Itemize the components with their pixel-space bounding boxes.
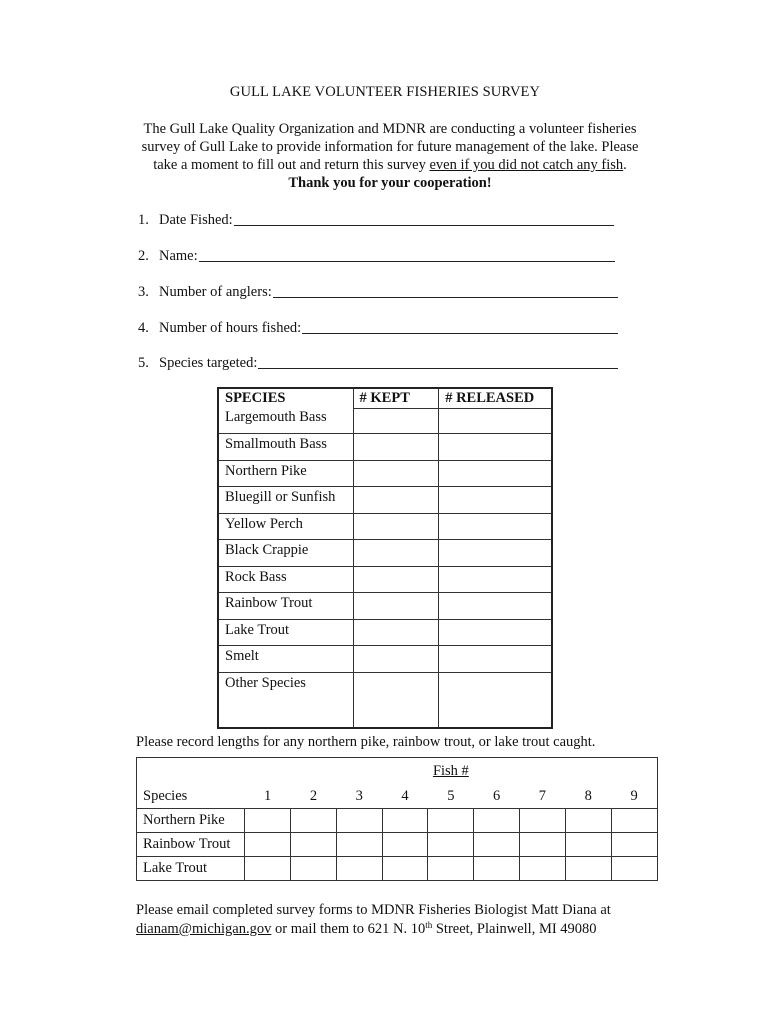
intro-emphasis: even if you did not catch any fish (429, 157, 624, 173)
fish-number: 2 (291, 784, 337, 809)
kept-cell[interactable] (353, 513, 439, 540)
fish-number: 4 (382, 784, 428, 809)
released-cell[interactable] (439, 672, 552, 728)
fish-species-name: Lake Trout (137, 857, 245, 881)
released-cell[interactable] (439, 434, 552, 461)
length-cell[interactable] (565, 833, 611, 857)
species-name: Bluegill or Sunfish (218, 487, 353, 514)
fish-number: 5 (428, 784, 474, 809)
length-cell[interactable] (428, 833, 474, 857)
kept-cell[interactable] (353, 672, 439, 728)
kept-cell[interactable] (353, 619, 439, 646)
fish-species-name: Northern Pike (137, 809, 245, 833)
empty-header-cell (137, 758, 245, 785)
species-name: Smelt (218, 646, 353, 673)
species-name: Lake Trout (218, 619, 353, 646)
ordinal-suffix: th (425, 920, 433, 930)
name-field[interactable] (199, 247, 615, 262)
question-number: 3. (138, 284, 149, 300)
question-number: 4. (138, 320, 149, 336)
question-number: 2. (138, 248, 149, 264)
question-label: Species targeted: (159, 355, 258, 371)
table-row (218, 646, 552, 673)
length-cell[interactable] (245, 857, 291, 881)
question-number: 1. (138, 212, 149, 228)
table-row (218, 540, 552, 567)
species-name: Northern Pike (218, 460, 353, 487)
fish-number: 9 (611, 784, 657, 809)
submission-line-2 (136, 920, 656, 939)
kept-cell[interactable] (353, 646, 439, 673)
survey-title: GULL LAKE VOLUNTEER FISHERIES SURVEY (229, 84, 541, 100)
kept-header: # KEPT (353, 388, 439, 409)
length-cell[interactable] (611, 809, 657, 833)
kept-cell[interactable] (353, 434, 439, 461)
hours-fished-field[interactable] (302, 319, 618, 334)
length-cell[interactable] (520, 833, 566, 857)
fish-number: 1 (245, 784, 291, 809)
table-row (218, 513, 552, 540)
question-species-targeted (138, 352, 618, 372)
length-cell[interactable] (382, 857, 428, 881)
length-cell[interactable] (611, 833, 657, 857)
length-cell[interactable] (336, 833, 382, 857)
species-name: Yellow Perch (218, 513, 353, 540)
fish-number: 7 (520, 784, 566, 809)
kept-cell[interactable] (353, 460, 439, 487)
released-cell[interactable] (439, 513, 552, 540)
question-hours (138, 317, 618, 337)
kept-cell[interactable] (353, 593, 439, 620)
length-cell[interactable] (565, 857, 611, 881)
length-cell[interactable] (291, 833, 337, 857)
fish-number: 3 (336, 784, 382, 809)
fish-length-table (136, 757, 658, 881)
species-name: Smallmouth Bass (218, 434, 353, 461)
released-header: # RELEASED (439, 388, 552, 409)
question-number: 5. (138, 355, 149, 371)
species-name: Rock Bass (218, 566, 353, 593)
species-header: SPECIES (218, 388, 353, 409)
fish-table-group-header (137, 758, 658, 785)
species-name: Other Species (218, 672, 353, 728)
kept-cell[interactable] (353, 566, 439, 593)
table-row (137, 833, 658, 857)
released-cell[interactable] (439, 487, 552, 514)
released-cell[interactable] (439, 409, 552, 434)
kept-cell[interactable] (353, 487, 439, 514)
intro-line-1: The Gull Lake Quality Organization and MDNR are conducting a volunteer fisheries (143, 121, 637, 137)
table-row (218, 619, 552, 646)
fish-number: 6 (474, 784, 520, 809)
length-instructions: Please record lengths for any northern pike, rainbow trout, or lake trout caught. (136, 734, 596, 750)
fish-number: 8 (565, 784, 611, 809)
length-cell[interactable] (291, 857, 337, 881)
kept-cell[interactable] (353, 409, 439, 434)
length-cell[interactable] (291, 809, 337, 833)
question-name (138, 245, 618, 265)
question-anglers (138, 281, 618, 301)
submission-line-1: Please email completed survey forms to MDNR Fisheries Biologist Matt Diana at (136, 902, 611, 918)
species-name: Largemouth Bass (218, 409, 353, 434)
length-cell[interactable] (336, 809, 382, 833)
fish-number-label: Fish # (432, 762, 469, 779)
mail-address-end: Street, Plainwell, MI 49080 (432, 921, 597, 937)
species-name: Black Crappie (218, 540, 353, 567)
released-cell[interactable] (439, 566, 552, 593)
species-name: Rainbow Trout (218, 593, 353, 620)
species-targeted-field[interactable] (258, 354, 618, 369)
kept-cell[interactable] (353, 540, 439, 567)
length-cell[interactable] (474, 833, 520, 857)
table-row (137, 857, 658, 881)
fish-species-name: Rainbow Trout (137, 833, 245, 857)
length-cell[interactable] (474, 857, 520, 881)
table-row (218, 460, 552, 487)
date-fished-field[interactable] (234, 211, 614, 226)
length-cell[interactable] (520, 857, 566, 881)
question-label: Date Fished: (159, 212, 233, 228)
species-table-header (218, 388, 552, 409)
number-of-anglers-field[interactable] (273, 283, 618, 298)
table-row (218, 672, 552, 728)
length-cell[interactable] (245, 833, 291, 857)
length-cell[interactable] (382, 833, 428, 857)
length-cell[interactable] (474, 809, 520, 833)
intro-line-3 (110, 156, 670, 174)
length-cell[interactable] (336, 857, 382, 881)
thanks-line: Thank you for your cooperation! (288, 175, 492, 191)
released-cell[interactable] (439, 593, 552, 620)
table-row (218, 593, 552, 620)
fish-table-number-row (137, 784, 658, 809)
table-row (137, 809, 658, 833)
mail-address-text: or mail them to 621 N. 10 (271, 921, 426, 937)
released-cell[interactable] (439, 540, 552, 567)
submission-instructions (136, 901, 656, 939)
table-row (218, 566, 552, 593)
fish-number-header (245, 758, 658, 785)
question-label: Name: (159, 248, 198, 264)
question-label: Number of anglers: (159, 284, 272, 300)
intro-line-3-text: take a moment to fill out and return this survey (153, 157, 430, 173)
species-column-header: Species (137, 784, 245, 809)
length-cell[interactable] (428, 809, 474, 833)
table-row (218, 434, 552, 461)
length-cell[interactable] (245, 809, 291, 833)
length-cell[interactable] (611, 857, 657, 881)
intro-paragraph (110, 120, 670, 192)
length-cell[interactable] (520, 809, 566, 833)
released-cell[interactable] (439, 460, 552, 487)
question-label: Number of hours fished: (159, 320, 302, 336)
intro-period: . (623, 157, 627, 173)
table-row (218, 487, 552, 514)
email-link[interactable]: dianam@michigan.gov (136, 921, 272, 937)
length-cell[interactable] (382, 809, 428, 833)
released-cell[interactable] (439, 646, 552, 673)
length-cell[interactable] (565, 809, 611, 833)
length-cell[interactable] (428, 857, 474, 881)
table-row (218, 409, 552, 434)
released-cell[interactable] (439, 619, 552, 646)
species-catch-table (217, 387, 553, 729)
intro-line-2: survey of Gull Lake to provide information for future management of the lake. Please (141, 139, 639, 155)
question-date-fished (138, 209, 618, 229)
